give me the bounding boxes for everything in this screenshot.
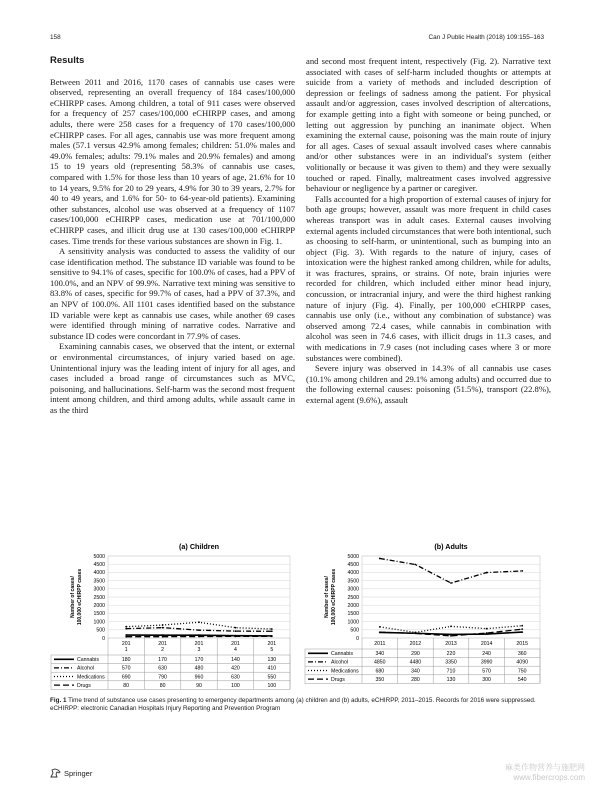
paragraph: Between 2011 and 2016, 1170 cases of cannabis use cases were observed, representing an overall frequency of 184 cases/100,000 eCHIRPP cases. Among children, a total of 911 cases were observed for a frequency of 257 cases/100,000 eCHIRPP cases, and among adults, there were 258 cases for a frequency of 170 cases/100,000 eCHIRPP cases. For all ages, cannabis use was more frequent among males (57.1 versus 42.9% among females; children: 51.0% males and 49.0% females; adults: 79.1% males and 20.9% females) and among 15 to 19 years old (representing 58.3% of cannabis use cases, compared with 1.5% for those less than 10 years of age, 21.6% for 10 to 14 years, 9.5% for 20 to 29 years, 4.9% for 30 to 39 years, 2.7% for 40 to 49 years, and 1.6% for 50- to 64-year-old patients). Examining other substances, alcohol use was observed at a frequency of 1107 cases/100,000 eCHIRPP cases, medication use at 701/100,000 eCHIRPP cases, and illicit drug use at 130 cases/100,000 eCHIRPP cases. Time trends for these various substances are shown in Fig. 1. [50, 76, 295, 246]
x-tick-label: 201 [231, 641, 240, 647]
legend-series-name: Medications [331, 668, 359, 675]
page-number: 158 [50, 34, 61, 41]
data-label: 790 [158, 674, 167, 681]
data-label: 80 [159, 682, 166, 689]
legend-series-name: Cannabis [331, 651, 353, 658]
data-point [271, 628, 273, 630]
caption-label: Fig. 1 [50, 697, 67, 704]
data-label: 750 [517, 668, 527, 675]
data-point [162, 636, 164, 638]
x-tick-label: 2013 [445, 641, 457, 647]
data-point [125, 628, 127, 630]
x-tick-label: 5 [270, 647, 274, 653]
data-point [271, 635, 273, 637]
data-point [450, 582, 452, 584]
data-point [486, 632, 488, 634]
x-tick-label: 201 [158, 641, 167, 647]
x-tick-label: 2011 [374, 641, 386, 647]
data-label: 690 [121, 674, 131, 681]
y-tick-label: 1000 [347, 619, 359, 626]
data-label: 410 [267, 665, 277, 672]
y-tick-label: 4500 [93, 562, 105, 568]
y-axis-label: 100,000 eCHIRPP cases [331, 568, 337, 626]
y-tick-label: 1500 [347, 611, 359, 618]
y-tick-label: 0 [102, 635, 105, 642]
series-line [380, 558, 522, 583]
y-tick-label: 3500 [347, 578, 359, 585]
springer-horse-icon [50, 768, 61, 778]
legend-series-name: Drugs [77, 682, 91, 689]
y-tick-label: 1000 [93, 619, 105, 626]
y-axis-label: Number of cases/ [70, 576, 76, 618]
y-tick-label: 4500 [347, 562, 359, 568]
paragraph: and second most frequent intent, respectively (Fig. 2). Narrative text associated with cases of self-harm included thoughts or attempts at suicide from a variety of methods and included description of depression or feelings of sadness among the patient. For physical assault and/or aggression, cases involved description of altercations, for example getting into a fight with someone or being punched, or letting out aggression by punching an inanimate object. When examining the external cause, poisoning was the main route of injury for all ages. Cases of sexual assault involved cases where cannabis and/or other substances were in an individual's system (either volitionally or because it was given to them) and they were sexually touched or raped. Finally, maltreatment cases involved aggressive behaviour or negligence by a partner or caregiver. [306, 56, 551, 194]
x-tick-label: 201 [194, 641, 204, 647]
data-label: 350 [375, 676, 385, 683]
x-tick-label: 2015 [516, 641, 528, 647]
y-tick-label: 5000 [347, 553, 359, 560]
data-label: 710 [446, 668, 456, 675]
chart-children [50, 540, 298, 700]
data-label: 130 [267, 657, 277, 664]
y-tick-label: 0 [356, 635, 359, 642]
chart-title: (b) Adults [434, 542, 468, 551]
data-label: 170 [194, 657, 204, 664]
paragraph: Examining cannabis cases, we observed that the intent, or external or environmental circumstances, of injury varied based on age. Unintentional injury was the leading intent of injury for all ages, and cases included a broad range of circumstances such as MVC, poisoning, and hallucinations. Self-harm was the second most frequent intent among children, and third among adults, while assault came in as the third [50, 341, 295, 415]
data-label: 140 [231, 657, 240, 664]
data-point [235, 635, 237, 637]
data-label: 240 [482, 651, 491, 658]
data-point [125, 636, 127, 638]
data-label: 4090 [516, 659, 528, 666]
data-label: 300 [482, 676, 491, 683]
x-tick-label: 3 [197, 647, 201, 653]
data-label: 630 [231, 674, 240, 681]
y-tick-label: 3500 [93, 578, 105, 585]
y-tick-label: 5000 [93, 553, 105, 560]
journal-citation: Can J Public Health (2018) 109:155–163 [428, 34, 544, 41]
data-label: 100 [231, 682, 240, 689]
data-label: 340 [411, 668, 420, 675]
data-point [486, 572, 488, 574]
caption-text: Time trend of substance use cases presenting to emergency departments among (a) children and (b) adults, eCHIRPP, 2011–2015. Records for 2016 were suppressed. eCHIRPP: electronic Canadian Hospitals Injury Reporting and Prevention Program [50, 697, 536, 713]
data-point [198, 629, 200, 631]
publisher-footer [50, 768, 92, 778]
legend-series-name: Medications [77, 674, 105, 681]
chart-title: (a) Children [179, 542, 219, 551]
y-tick-label: 500 [96, 627, 105, 634]
paragraph: Falls accounted for a high proportion of external causes of injury for both age groups; however, assault was more frequent in child cases whereas transport was in adult cases. External causes involving external agents included circumstances that were both intentional, such as choosing to self-harm, or unintentional, such as bumping into an object (Fig. 3). With regards to the nature of injury, cases of intoxication were the highest ranked among children, while for adults, it was fractures, sprains, or strains. Of note, brain injuries were recorded for children, which included either minor head injury, concussion, or intracranial injury, and were the third highest ranking nature of injury (Fig. 4). Finally, per 100,000 eCHIRPP cases, cannabis use only (i.e., without any combination of substance) was observed among 72.4 cases, while cannabis in combination with alcohol was seen in 74.6 cases, with illicit drugs in 11.3 cases, and with medications in 7.9 cases (not including cases where 3 or more substances were combined). [306, 193, 551, 363]
data-point [125, 634, 127, 636]
y-tick-label: 2000 [347, 603, 359, 609]
data-point [521, 631, 523, 633]
y-tick-label: 2500 [347, 594, 359, 601]
y-tick-label: 4000 [93, 570, 105, 577]
data-label: 180 [121, 657, 131, 664]
watermark-line2: www.fibercrops.com [513, 773, 585, 782]
x-tick-label: 2012 [409, 641, 422, 647]
data-point [198, 621, 200, 623]
x-tick-label: 201 [121, 641, 131, 647]
data-label: 290 [411, 651, 420, 658]
data-label: 80 [123, 682, 130, 689]
publisher-name: Springer [64, 768, 93, 778]
data-label: 960 [194, 674, 204, 681]
x-tick-label: 4 [233, 647, 237, 653]
data-point [379, 558, 381, 560]
data-point [162, 627, 164, 629]
y-tick-label: 1500 [93, 611, 105, 618]
legend-series-name: Drugs [331, 676, 345, 683]
data-label: 4850 [374, 659, 386, 666]
y-tick-label: 2000 [93, 603, 105, 609]
data-label: 340 [375, 651, 385, 658]
left-column [50, 56, 295, 416]
data-label: 3350 [445, 659, 457, 666]
data-label: 420 [231, 665, 240, 672]
x-tick-label: 201 [267, 641, 277, 647]
data-point [521, 628, 523, 630]
data-point [271, 630, 273, 632]
data-point [521, 570, 523, 572]
data-label: 220 [446, 651, 456, 658]
y-axis-label: Number of cases/ [324, 576, 330, 618]
data-label: 130 [446, 676, 456, 683]
data-point [379, 631, 381, 633]
y-tick-label: 4000 [347, 570, 359, 577]
watermark-line1: 麻类作物营养与施肥网 [505, 763, 585, 772]
data-label: 360 [517, 651, 527, 658]
data-point [415, 633, 417, 635]
data-label: 280 [411, 676, 420, 683]
legend-series-name: Alcohol [331, 659, 349, 666]
watermark [505, 763, 585, 783]
data-label: 480 [194, 665, 204, 672]
data-point [198, 636, 200, 638]
y-axis-label: 100,000 eCHIRPP cases [77, 568, 83, 626]
data-point [521, 625, 523, 627]
data-label: 100 [267, 682, 277, 689]
data-point [235, 630, 237, 632]
y-tick-label: 500 [350, 627, 359, 634]
y-tick-label: 3000 [347, 586, 359, 593]
data-label: 570 [121, 665, 131, 672]
legend-series-name: Alcohol [77, 665, 95, 672]
data-label: 550 [267, 674, 277, 681]
paragraph: A sensitivity analysis was conducted to assess the validity of our case identification method. The substance ID variable was found to be sensitive to 94.1% of cases, specific for 100.0% of cases, had a PPV of 100.0%, and an NPV of 99.9%. Narrative text mining was sensitive to 83.8% of cases, specific for 99.7% of cases, had a PPV of 37.3%, and an NPV of 100.0%. All 1101 cases identified based on the substance ID variable were kept as cannabis use cases, while another 69 cases were identified through mining of narrative codes. Narrative and substance ID codes were concordant in 77.9% of cases. [50, 246, 295, 341]
data-label: 630 [158, 665, 167, 672]
chart-adults [304, 540, 548, 700]
legend-series-name: Cannabis [77, 657, 99, 664]
paragraph: Severe injury was observed in 14.3% of all cannabis use cases (10.1% among children and 29.1% among adults) and occurred due to the following external causes: poisoning (51.5%), transport (22.8%), external agent (9.6%), assault [306, 363, 551, 405]
x-tick-label: 2014 [480, 641, 493, 647]
data-label: 3990 [480, 659, 493, 666]
data-point [450, 635, 452, 637]
data-point [486, 628, 488, 630]
data-point [125, 626, 127, 628]
data-point [379, 626, 381, 628]
x-tick-label: 1 [124, 647, 128, 653]
data-point [415, 564, 417, 566]
data-label: 680 [375, 668, 385, 675]
data-label: 540 [517, 676, 527, 683]
figure-caption [50, 697, 545, 714]
y-tick-label: 2500 [93, 594, 105, 601]
data-label: 4480 [409, 659, 422, 666]
data-label: 170 [158, 657, 167, 664]
right-column [306, 56, 551, 406]
data-point [162, 624, 164, 626]
data-point [235, 627, 237, 629]
data-label: 90 [196, 682, 202, 689]
data-point [450, 625, 452, 627]
data-label: 570 [482, 668, 491, 675]
section-title: Results [50, 55, 85, 66]
y-tick-label: 3000 [93, 586, 105, 593]
x-tick-label: 2 [161, 647, 165, 653]
